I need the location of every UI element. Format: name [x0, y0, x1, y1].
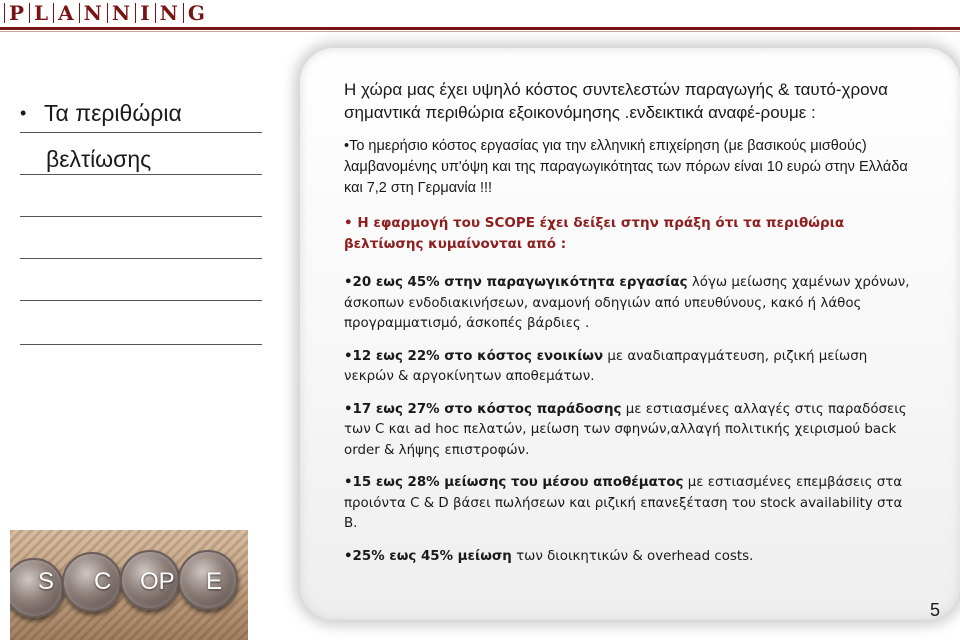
left-sidebar	[20, 96, 262, 172]
planning-logo	[4, 0, 210, 26]
list-item-text: λόγω μείωσης χαμένων χρόνων, άσκοπων ενδοδιακινήσεων, αναμονή οδηγιών από υπευθύνους, κακό ή λάθος προγραμματισμό, άσκοπές βάρδιες .	[344, 275, 910, 331]
scope-letter: E	[206, 568, 223, 595]
divider-line	[20, 174, 262, 175]
list-item-bold: •12 εως 22% στο κόστος ενοικίων	[344, 348, 604, 364]
logo-letter: N	[159, 1, 179, 25]
logo-letter: I	[140, 1, 151, 25]
divider-line	[20, 344, 262, 345]
list-item-bold: •17 εως 27% στο κόστος παράδοσης	[344, 401, 622, 417]
divider-line	[20, 300, 262, 301]
intro-paragraph: •Το ημερήσιο κόστος εργασίας για την ελληνική επιχείρηση (με βασικούς μισθούς) λαμβανομένης υπ'όψη και της παραγωγικότητας των πόρων είναι 10 ευρώ στην Ελλάδα και 7,2 στη Γερμανία !!!	[344, 138, 908, 196]
section-title-line1: Τα περιθώρια	[44, 100, 182, 126]
scope-letter: S	[38, 568, 55, 595]
list-item-text: με εστιασμένες αλλαγές στις παραδόσεις των C και ad hoc πελατών, μείωση των σφηνών,αλλαγή πολιτικής χειρισμού back order & λήψης επιστροφών.	[344, 401, 907, 458]
list-item-bold: •15 εως 28% μείωσης του μέσου αποθέματος	[344, 475, 684, 490]
logo-letter: P	[9, 1, 26, 25]
section-title-line2: βελτίωσης	[46, 146, 152, 172]
logo-letter: G	[187, 1, 206, 25]
list-item	[344, 273, 914, 335]
coin-icon	[10, 558, 64, 618]
scope-image	[10, 530, 248, 640]
list-item-text: των διοικητικών & overhead costs.	[511, 548, 754, 564]
coin-icon	[62, 552, 122, 612]
panel-heading: Η χώρα μας έχει υψηλό κόστος συντελεστών παραγωγής & ταυτό-χρονα σημαντικά περιθώρια εξοικονόμησης .ενδεικτικά αναφέ-ρουμε :	[344, 80, 888, 122]
list-item-text: με εστιασμένες επεμβάσεις στα προιόντα C & D βάσει πωλήσεων και ριζική επανεξέταση του stock availability στα Β.	[344, 475, 903, 531]
list-item	[344, 547, 914, 568]
divider-line	[20, 258, 262, 259]
logo-letter: N	[111, 1, 132, 25]
logo-letter: N	[83, 1, 103, 25]
divider-line	[20, 216, 262, 217]
content-body	[344, 78, 914, 567]
list-item-text: με αναδιαπραγμάτευση, ριζική μείωση νεκρών & αργοκίνητων αποθεμάτων.	[344, 348, 868, 384]
scope-letter: OP	[140, 568, 175, 595]
list-item	[344, 400, 914, 462]
header-divider-thin	[0, 31, 960, 32]
list-item	[344, 473, 914, 535]
list-item-bold: •20 εως 45% στην παραγωγικότητα εργασίας	[344, 275, 688, 290]
scope-lead: • Η εφαρμογή του SCOPE έχει δείξει στην πράξη ότι τα περιθώρια βελτίωσης κυμαίνονται από :	[344, 215, 845, 252]
list-item-bold: •25% εως 45% μείωση	[344, 548, 512, 564]
divider-line	[20, 132, 262, 133]
logo-letter: L	[34, 1, 50, 25]
page-number: 5	[930, 600, 941, 620]
bullet-icon: •	[20, 103, 27, 123]
logo-letter: A	[58, 1, 75, 25]
scope-letter: C	[94, 568, 112, 595]
header-divider	[0, 27, 960, 30]
list-item	[344, 347, 914, 388]
section-title	[20, 96, 262, 130]
